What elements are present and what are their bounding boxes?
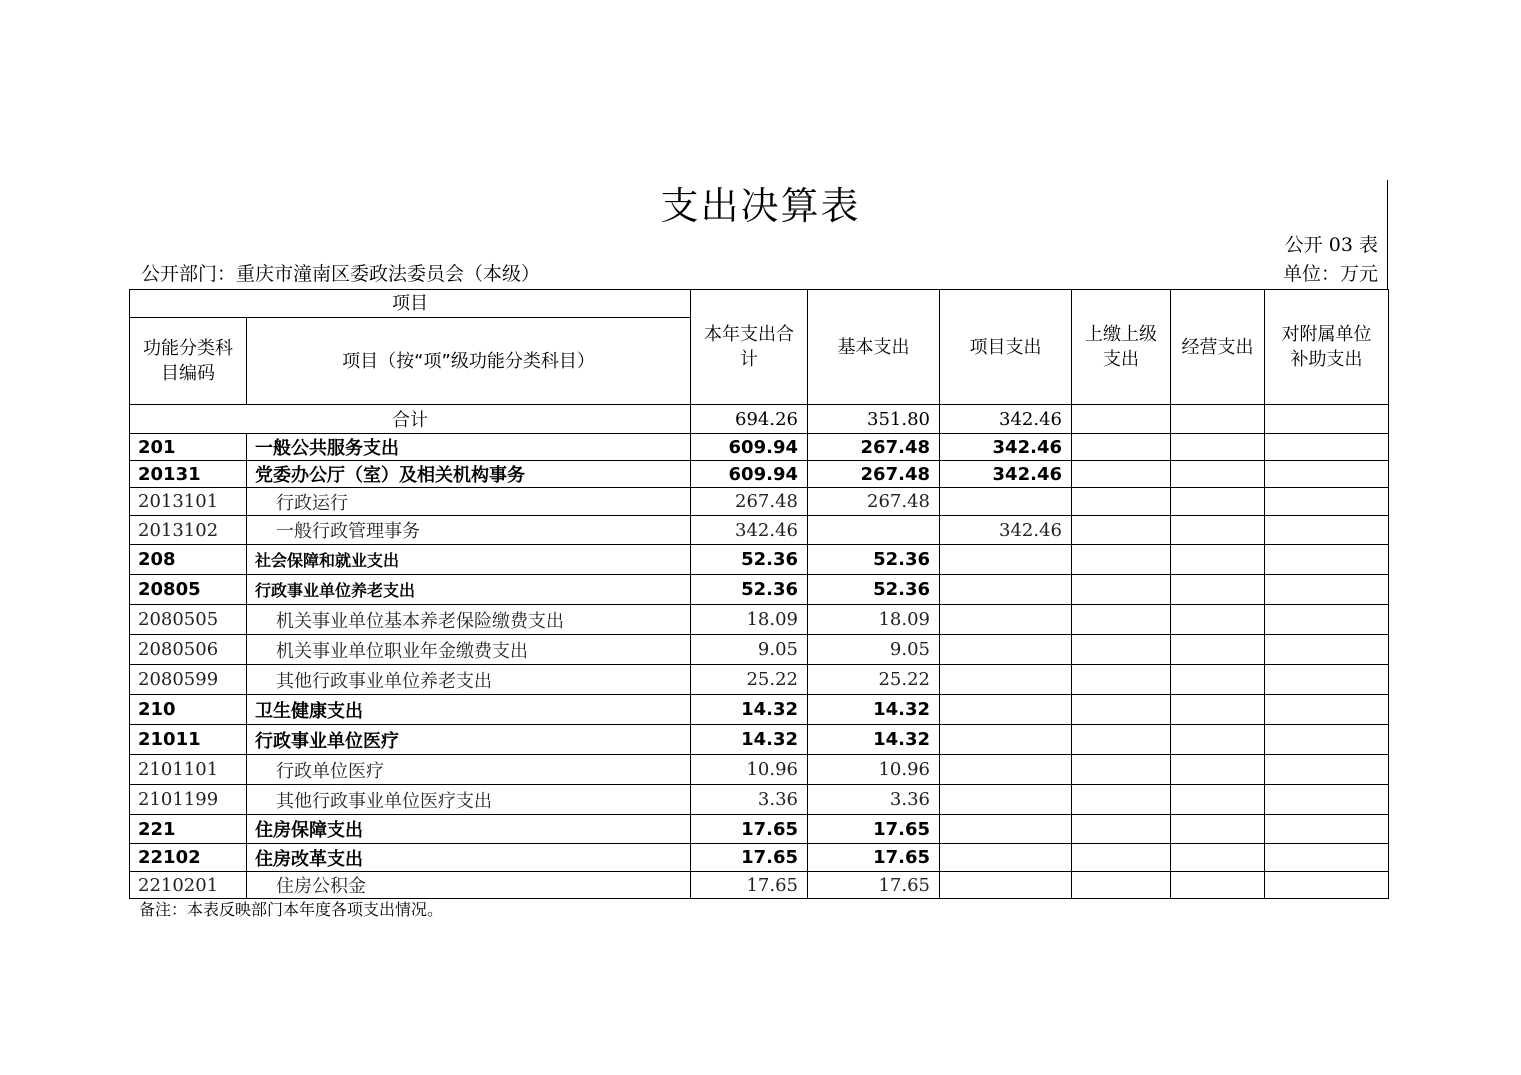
row-basic: 25.22 bbox=[808, 665, 940, 695]
total-row bbox=[130, 405, 1389, 434]
row-basic: 10.96 bbox=[808, 755, 940, 785]
row-name: 其他行政事业单位养老支出 bbox=[247, 665, 691, 695]
row-total: 52.36 bbox=[691, 575, 808, 605]
row-business bbox=[1171, 844, 1265, 872]
row-project bbox=[940, 635, 1072, 665]
row-subsidy bbox=[1265, 815, 1389, 844]
row-total: 18.09 bbox=[691, 605, 808, 635]
row-total: 52.36 bbox=[691, 545, 808, 575]
total-upper bbox=[1072, 405, 1171, 434]
row-total: 342.46 bbox=[691, 516, 808, 545]
row-basic: 267.48 bbox=[808, 434, 940, 461]
row-basic: 14.32 bbox=[808, 725, 940, 755]
row-total: 267.48 bbox=[691, 488, 808, 516]
row-name: 住房保障支出 bbox=[247, 815, 691, 844]
row-project bbox=[940, 545, 1072, 575]
row-subsidy bbox=[1265, 461, 1389, 488]
row-basic: 17.65 bbox=[808, 815, 940, 844]
row-business bbox=[1171, 755, 1265, 785]
table-row bbox=[130, 434, 1389, 461]
row-upper bbox=[1072, 665, 1171, 695]
table-row bbox=[130, 844, 1389, 872]
row-upper bbox=[1072, 872, 1171, 899]
row-code: 2013101 bbox=[130, 488, 247, 516]
row-code: 22102 bbox=[130, 844, 247, 872]
row-name: 卫生健康支出 bbox=[247, 695, 691, 725]
row-total: 17.65 bbox=[691, 872, 808, 899]
row-code: 210 bbox=[130, 695, 247, 725]
header-basic: 基本支出 bbox=[808, 290, 940, 405]
row-business bbox=[1171, 695, 1265, 725]
department-label: 公开部门：重庆市潼南区委政法委员会（本级） bbox=[141, 263, 541, 285]
row-project: 342.46 bbox=[940, 434, 1072, 461]
row-project bbox=[940, 815, 1072, 844]
row-project bbox=[940, 844, 1072, 872]
row-name: 一般公共服务支出 bbox=[247, 434, 691, 461]
row-upper bbox=[1072, 545, 1171, 575]
table-row bbox=[130, 605, 1389, 635]
total-project: 342.46 bbox=[940, 405, 1072, 434]
row-total: 10.96 bbox=[691, 755, 808, 785]
row-total: 14.32 bbox=[691, 695, 808, 725]
row-basic: 267.48 bbox=[808, 461, 940, 488]
row-total: 25.22 bbox=[691, 665, 808, 695]
table-row bbox=[130, 725, 1389, 755]
row-subsidy bbox=[1265, 755, 1389, 785]
row-business bbox=[1171, 545, 1265, 575]
row-subsidy bbox=[1265, 785, 1389, 815]
row-code: 2080599 bbox=[130, 665, 247, 695]
row-business bbox=[1171, 605, 1265, 635]
row-basic: 267.48 bbox=[808, 488, 940, 516]
row-subsidy bbox=[1265, 872, 1389, 899]
row-name: 机关事业单位职业年金缴费支出 bbox=[247, 635, 691, 665]
row-subsidy bbox=[1265, 516, 1389, 545]
row-business bbox=[1171, 872, 1265, 899]
row-name: 行政运行 bbox=[247, 488, 691, 516]
table-row bbox=[130, 575, 1389, 605]
row-upper bbox=[1072, 516, 1171, 545]
row-total: 609.94 bbox=[691, 434, 808, 461]
row-subsidy bbox=[1265, 488, 1389, 516]
row-upper bbox=[1072, 725, 1171, 755]
total-label: 合计 bbox=[130, 405, 691, 434]
row-basic: 52.36 bbox=[808, 575, 940, 605]
row-basic: 17.65 bbox=[808, 844, 940, 872]
row-upper bbox=[1072, 488, 1171, 516]
row-upper bbox=[1072, 755, 1171, 785]
row-basic: 52.36 bbox=[808, 545, 940, 575]
row-name: 行政单位医疗 bbox=[247, 755, 691, 785]
row-business bbox=[1171, 488, 1265, 516]
row-business bbox=[1171, 434, 1265, 461]
row-upper bbox=[1072, 605, 1171, 635]
row-project: 342.46 bbox=[940, 516, 1072, 545]
table-row bbox=[130, 695, 1389, 725]
row-total: 17.65 bbox=[691, 815, 808, 844]
row-code: 20131 bbox=[130, 461, 247, 488]
row-name: 机关事业单位基本养老保险缴费支出 bbox=[247, 605, 691, 635]
row-code: 20805 bbox=[130, 575, 247, 605]
footnote: 备注：本表反映部门本年度各项支出情况。 bbox=[139, 900, 444, 919]
row-upper bbox=[1072, 434, 1171, 461]
table-row bbox=[130, 461, 1389, 488]
row-subsidy bbox=[1265, 434, 1389, 461]
row-name: 行政事业单位医疗 bbox=[247, 725, 691, 755]
row-basic: 3.36 bbox=[808, 785, 940, 815]
row-basic: 17.65 bbox=[808, 872, 940, 899]
header-code: 功能分类科目编码 bbox=[130, 318, 247, 405]
row-code: 2101101 bbox=[130, 755, 247, 785]
table-row bbox=[130, 545, 1389, 575]
header-name: 项目（按“项”级功能分类科目） bbox=[247, 318, 691, 405]
header-upper: 上缴上级支出 bbox=[1072, 290, 1171, 405]
row-code: 221 bbox=[130, 815, 247, 844]
row-project bbox=[940, 725, 1072, 755]
row-upper bbox=[1072, 635, 1171, 665]
row-project bbox=[940, 665, 1072, 695]
table-row bbox=[130, 785, 1389, 815]
row-project bbox=[940, 872, 1072, 899]
total-total: 694.26 bbox=[691, 405, 808, 434]
row-total: 9.05 bbox=[691, 635, 808, 665]
row-subsidy bbox=[1265, 575, 1389, 605]
row-project bbox=[940, 575, 1072, 605]
row-code: 2013102 bbox=[130, 516, 247, 545]
row-project bbox=[940, 605, 1072, 635]
row-subsidy bbox=[1265, 545, 1389, 575]
row-code: 2210201 bbox=[130, 872, 247, 899]
row-code: 21011 bbox=[130, 725, 247, 755]
unit-label: 单位：万元 bbox=[1282, 263, 1378, 285]
row-total: 609.94 bbox=[691, 461, 808, 488]
row-upper bbox=[1072, 844, 1171, 872]
row-name: 社会保障和就业支出 bbox=[247, 545, 691, 575]
row-business bbox=[1171, 815, 1265, 844]
row-upper bbox=[1072, 695, 1171, 725]
row-name: 党委办公厅（室）及相关机构事务 bbox=[247, 461, 691, 488]
row-total: 3.36 bbox=[691, 785, 808, 815]
total-business bbox=[1171, 405, 1265, 434]
table-row bbox=[130, 815, 1389, 844]
row-code: 2101199 bbox=[130, 785, 247, 815]
row-code: 2080506 bbox=[130, 635, 247, 665]
row-basic: 14.32 bbox=[808, 695, 940, 725]
row-name: 其他行政事业单位医疗支出 bbox=[247, 785, 691, 815]
row-project bbox=[940, 755, 1072, 785]
header-business: 经营支出 bbox=[1171, 290, 1265, 405]
row-subsidy bbox=[1265, 844, 1389, 872]
row-name: 住房改革支出 bbox=[247, 844, 691, 872]
row-business bbox=[1171, 785, 1265, 815]
row-project: 342.46 bbox=[940, 461, 1072, 488]
table-row bbox=[130, 635, 1389, 665]
row-upper bbox=[1072, 815, 1171, 844]
header-project: 项目支出 bbox=[940, 290, 1072, 405]
row-total: 14.32 bbox=[691, 725, 808, 755]
row-code: 208 bbox=[130, 545, 247, 575]
row-business bbox=[1171, 461, 1265, 488]
total-basic: 351.80 bbox=[808, 405, 940, 434]
row-name: 行政事业单位养老支出 bbox=[247, 575, 691, 605]
row-upper bbox=[1072, 461, 1171, 488]
table-row bbox=[130, 516, 1389, 545]
table-row bbox=[130, 665, 1389, 695]
table-row bbox=[130, 872, 1389, 899]
table-row bbox=[130, 755, 1389, 785]
table-row bbox=[130, 488, 1389, 516]
row-business bbox=[1171, 516, 1265, 545]
header-item-group: 项目 bbox=[130, 290, 691, 318]
row-project bbox=[940, 785, 1072, 815]
row-business bbox=[1171, 665, 1265, 695]
row-code: 201 bbox=[130, 434, 247, 461]
row-basic: 9.05 bbox=[808, 635, 940, 665]
row-basic bbox=[808, 516, 940, 545]
row-name: 住房公积金 bbox=[247, 872, 691, 899]
form-number: 公开 03 表 bbox=[1284, 234, 1378, 256]
row-business bbox=[1171, 575, 1265, 605]
row-project bbox=[940, 488, 1072, 516]
header-total: 本年支出合计 bbox=[691, 290, 808, 405]
total-subsidy bbox=[1265, 405, 1389, 434]
row-subsidy bbox=[1265, 665, 1389, 695]
row-subsidy bbox=[1265, 605, 1389, 635]
row-basic: 18.09 bbox=[808, 605, 940, 635]
expenditure-table bbox=[129, 289, 1389, 899]
row-subsidy bbox=[1265, 635, 1389, 665]
row-subsidy bbox=[1265, 695, 1389, 725]
row-business bbox=[1171, 725, 1265, 755]
row-upper bbox=[1072, 785, 1171, 815]
row-subsidy bbox=[1265, 725, 1389, 755]
header-subsidy: 对附属单位补助支出 bbox=[1265, 290, 1389, 405]
row-total: 17.65 bbox=[691, 844, 808, 872]
row-name: 一般行政管理事务 bbox=[247, 516, 691, 545]
row-code: 2080505 bbox=[130, 605, 247, 635]
page-title: 支出决算表 bbox=[660, 184, 861, 228]
row-business bbox=[1171, 635, 1265, 665]
row-upper bbox=[1072, 575, 1171, 605]
row-project bbox=[940, 695, 1072, 725]
